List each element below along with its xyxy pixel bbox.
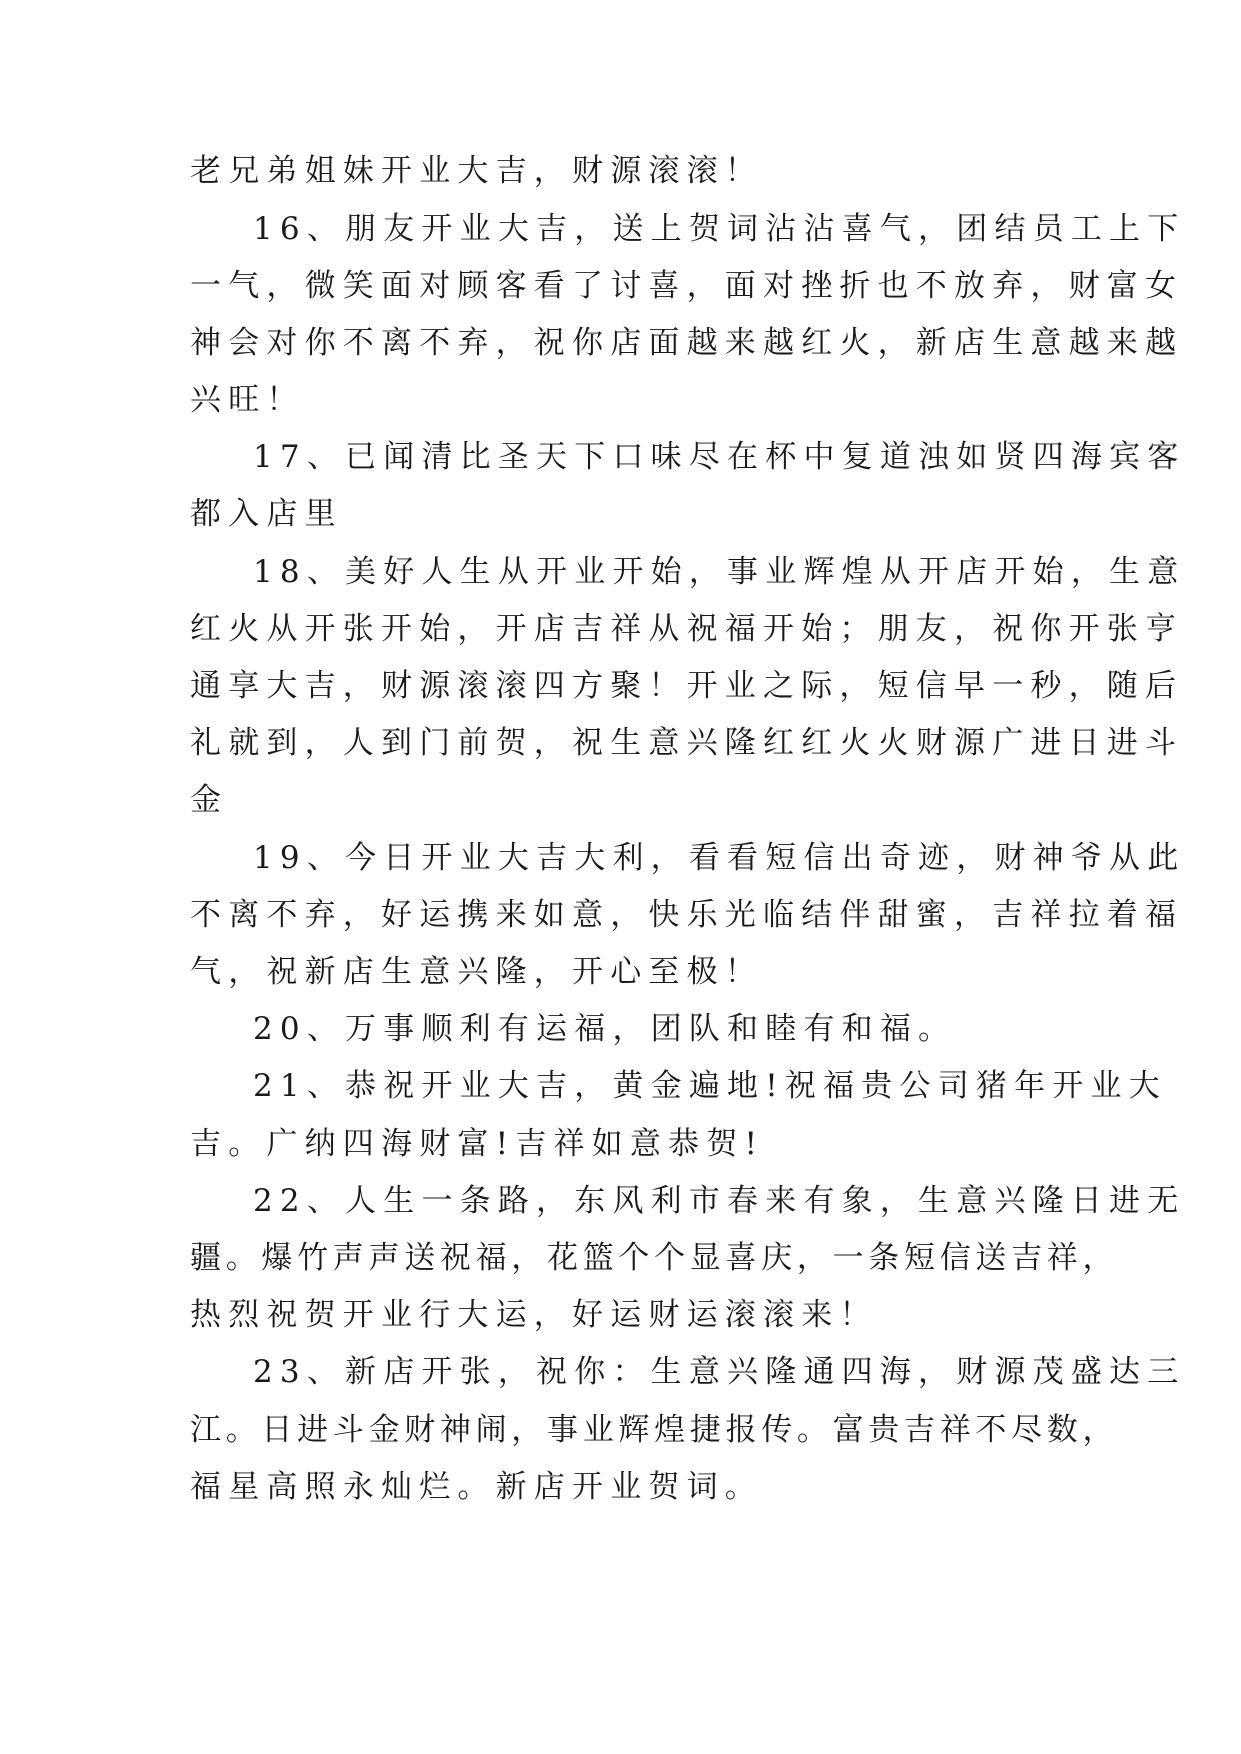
text-line: 疆。爆竹声声送祝福，花篮个个显喜庆，一条短信送吉祥， <box>190 1240 1119 1276</box>
text-line: 红火从开张开始，开店吉祥从祝福开始；朋友，祝你开张亨 <box>190 611 1184 647</box>
paragraph-18-line: 18、美好人生从开业开始，事业辉煌从开店开始，生意 <box>253 554 1186 590</box>
paragraph-19-line: 19、今日开业大吉大利，看看短信出奇迹，财神爷从此 <box>253 840 1186 876</box>
text-line: 神会对你不离不弃，祝你店面越来越红火，新店生意越来越 <box>190 325 1184 361</box>
text-line: 福星高照永灿烂。新店开业贺词。 <box>190 1469 763 1505</box>
text-line: 一气，微笑面对顾客看了讨喜，面对挫折也不放弃，财富女 <box>190 268 1184 304</box>
text-line: 热烈祝贺开业行大运，好运财运滚滚来！ <box>190 1297 878 1333</box>
paragraph-22-line: 22、人生一条路，东风利市春来有象，生意兴隆日进无 <box>253 1183 1186 1219</box>
text-line: 江。日进斗金财神闹，事业辉煌捷报传。富贵吉祥不尽数， <box>190 1412 1119 1448</box>
text-line: 不离不弃，好运携来如意，快乐光临结伴甜蜜，吉祥拉着福 <box>190 897 1184 933</box>
paragraph-20-line: 20、万事顺利有运福，团队和睦有和福。 <box>253 1011 957 1047</box>
text-line: 通享大吉，财源滚滚四方聚！开业之际，短信早一秒，随后 <box>190 668 1184 704</box>
text-line: 老兄弟姐妹开业大吉，财源滚滚！ <box>190 153 763 189</box>
paragraph-21-line: 21、恭祝开业大吉，黄金遍地!祝福贵公司猪年开业大 <box>253 1068 1167 1104</box>
text-line: 金 <box>190 782 229 818</box>
paragraph-17-line: 17、已闻清比圣天下口味尽在杯中复道浊如贤四海宾客 <box>253 439 1186 475</box>
text-line: 礼就到，人到门前贺，祝生意兴隆红红火火财源广进日进斗 <box>190 725 1184 761</box>
text-line: 吉。广纳四海财富!吉祥如意恭贺! <box>190 1126 765 1162</box>
text-line: 气，祝新店生意兴隆，开心至极！ <box>190 954 763 990</box>
text-line: 兴旺！ <box>190 382 305 418</box>
paragraph-16-line: 16、朋友开业大吉，送上贺词沾沾喜气，团结员工上下 <box>253 211 1186 247</box>
text-line: 都入店里 <box>190 496 343 532</box>
paragraph-23-line: 23、新店开张，祝你：生意兴隆通四海，财源茂盛达三 <box>253 1354 1186 1390</box>
